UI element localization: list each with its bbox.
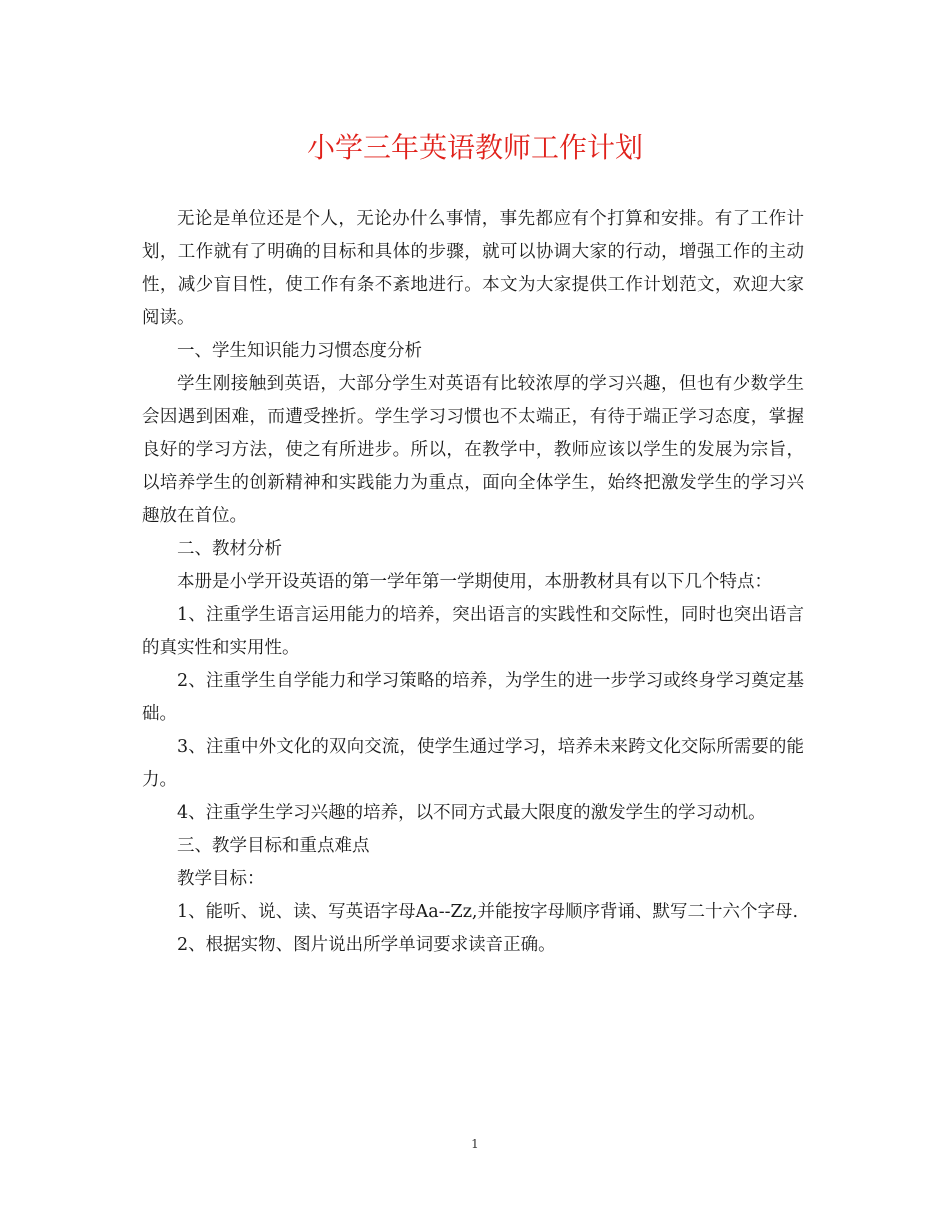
section-heading-1: 一、学生知识能力习惯态度分析 xyxy=(177,341,422,361)
list-item-goal-1: 1、能听、说、读、写英语字母Aa--Zz,并能按字母顺序背诵、默写二十六个字母. xyxy=(177,902,799,922)
list-item-feature-4: 4、注重学生学习兴趣的培养，以不同方式最大限度的激发学生的学习动机。 xyxy=(177,803,766,823)
list-item-feature-2: 2、注重学生自学能力和学习策略的培养，为学生的进一步学习或终身学习奠定基础。 xyxy=(142,671,804,724)
paragraph-student-analysis: 学生刚接触到英语，大部分学生对英语有比较浓厚的学习兴趣，但也有少数学生会因遇到困难，而遭受挫折。学生学习习惯也不太端正，有待于端正学习态度，掌握良好的学习方法，使之有所进步。所以，在教学中，教师应该以学生的发展为宗旨，以培养学生的创新精神和实践能力为重点，面向全体学生，始终把激发学生的学习兴趣放在首位。 xyxy=(142,374,804,526)
section-heading-3: 三、教学目标和重点难点 xyxy=(177,836,370,856)
paragraph-intro: 无论是单位还是个人，无论办什么事情，事先都应有个打算和安排。有了工作计划，工作就有了明确的目标和具体的步骤，就可以协调大家的行动，增强工作的主动性，减少盲目性，使工作有条不紊地进行。本文为大家提供工作计划范文，欢迎大家阅读。 xyxy=(142,209,804,328)
list-item-feature-1: 1、注重学生语言运用能力的培养，突出语言的实践性和交际性，同时也突出语言的真实性和实用性。 xyxy=(142,605,804,658)
list-item-goal-2: 2、根据实物、图片说出所学单词要求读音正确。 xyxy=(177,935,556,955)
list-item-feature-3: 3、注重中外文化的双向交流，使学生通过学习，培养未来跨文化交际所需要的能力。 xyxy=(142,737,804,790)
subheading-teaching-goals: 教学目标： xyxy=(177,869,265,889)
section-heading-2: 二、教材分析 xyxy=(177,539,282,559)
document-body xyxy=(142,203,804,962)
page-number: 1 xyxy=(471,1137,479,1151)
paragraph-textbook-intro: 本册是小学开设英语的第一学年第一学期使用，本册教材具有以下几个特点： xyxy=(177,572,772,592)
document-title: 小学三年英语教师工作计划 xyxy=(306,131,643,164)
